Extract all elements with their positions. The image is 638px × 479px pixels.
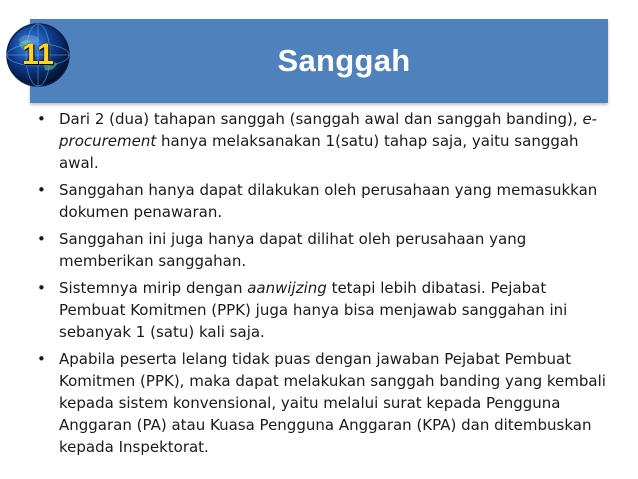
bullet-item xyxy=(34,348,614,458)
bullet-item xyxy=(34,228,614,272)
italic-term: aanwijzing xyxy=(247,279,327,297)
title-bar xyxy=(30,19,608,103)
bullet-item xyxy=(34,108,614,174)
bullet-text xyxy=(59,110,597,172)
bullet-dot: • xyxy=(37,279,46,297)
bullet-text xyxy=(59,279,567,341)
text-segment: Dari 2 (dua) tahapan sanggah (sanggah awal dan sanggah banding), xyxy=(59,110,583,128)
bullet-item xyxy=(34,277,614,343)
bullet-list xyxy=(34,108,614,458)
text-segment: Sanggahan ini juga hanya dapat dilihat oleh perusahaan yang memberikan sanggahan. xyxy=(59,230,527,270)
slide-number-badge xyxy=(5,22,71,88)
bullet-text xyxy=(59,350,606,456)
bullet-dot: • xyxy=(37,110,46,128)
slide-title: Sanggah xyxy=(277,43,411,78)
bullet-text xyxy=(59,181,597,221)
text-segment: hanya melaksanakan 1(satu) tahap saja, yaitu sanggah awal. xyxy=(59,132,579,172)
text-segment: Sistemnya mirip dengan xyxy=(59,279,248,297)
slide-number: 11 xyxy=(22,38,54,71)
bullet-dot: • xyxy=(37,181,46,199)
text-segment: tetapi lebih dibatasi. Pejabat Pembuat Komitmen (PPK) juga hanya bisa menjawab sanggahan ini sebanyak 1 (satu) kali saja. xyxy=(59,279,568,341)
text-segment: Sanggahan hanya dapat dilakukan oleh perusahaan yang memasukkan dokumen penawaran. xyxy=(59,181,598,221)
slide-content xyxy=(34,108,614,463)
bullet-dot: • xyxy=(37,350,46,368)
bullet-text xyxy=(59,230,526,270)
bullet-dot: • xyxy=(37,230,46,248)
bullet-item xyxy=(34,179,614,223)
italic-term: e-procurement xyxy=(59,110,598,150)
text-segment: Apabila peserta lelang tidak puas dengan jawaban Pejabat Pembuat Komitmen (PPK), maka dapat melakukan sanggah banding yang kembali kepada sistem konvensional, yaitu melalui surat kepada Pengguna Anggaran (PA) atau Kuasa Pengguna Anggaran (KPA) dan ditembuskan kepada Inspektorat. xyxy=(59,350,606,456)
